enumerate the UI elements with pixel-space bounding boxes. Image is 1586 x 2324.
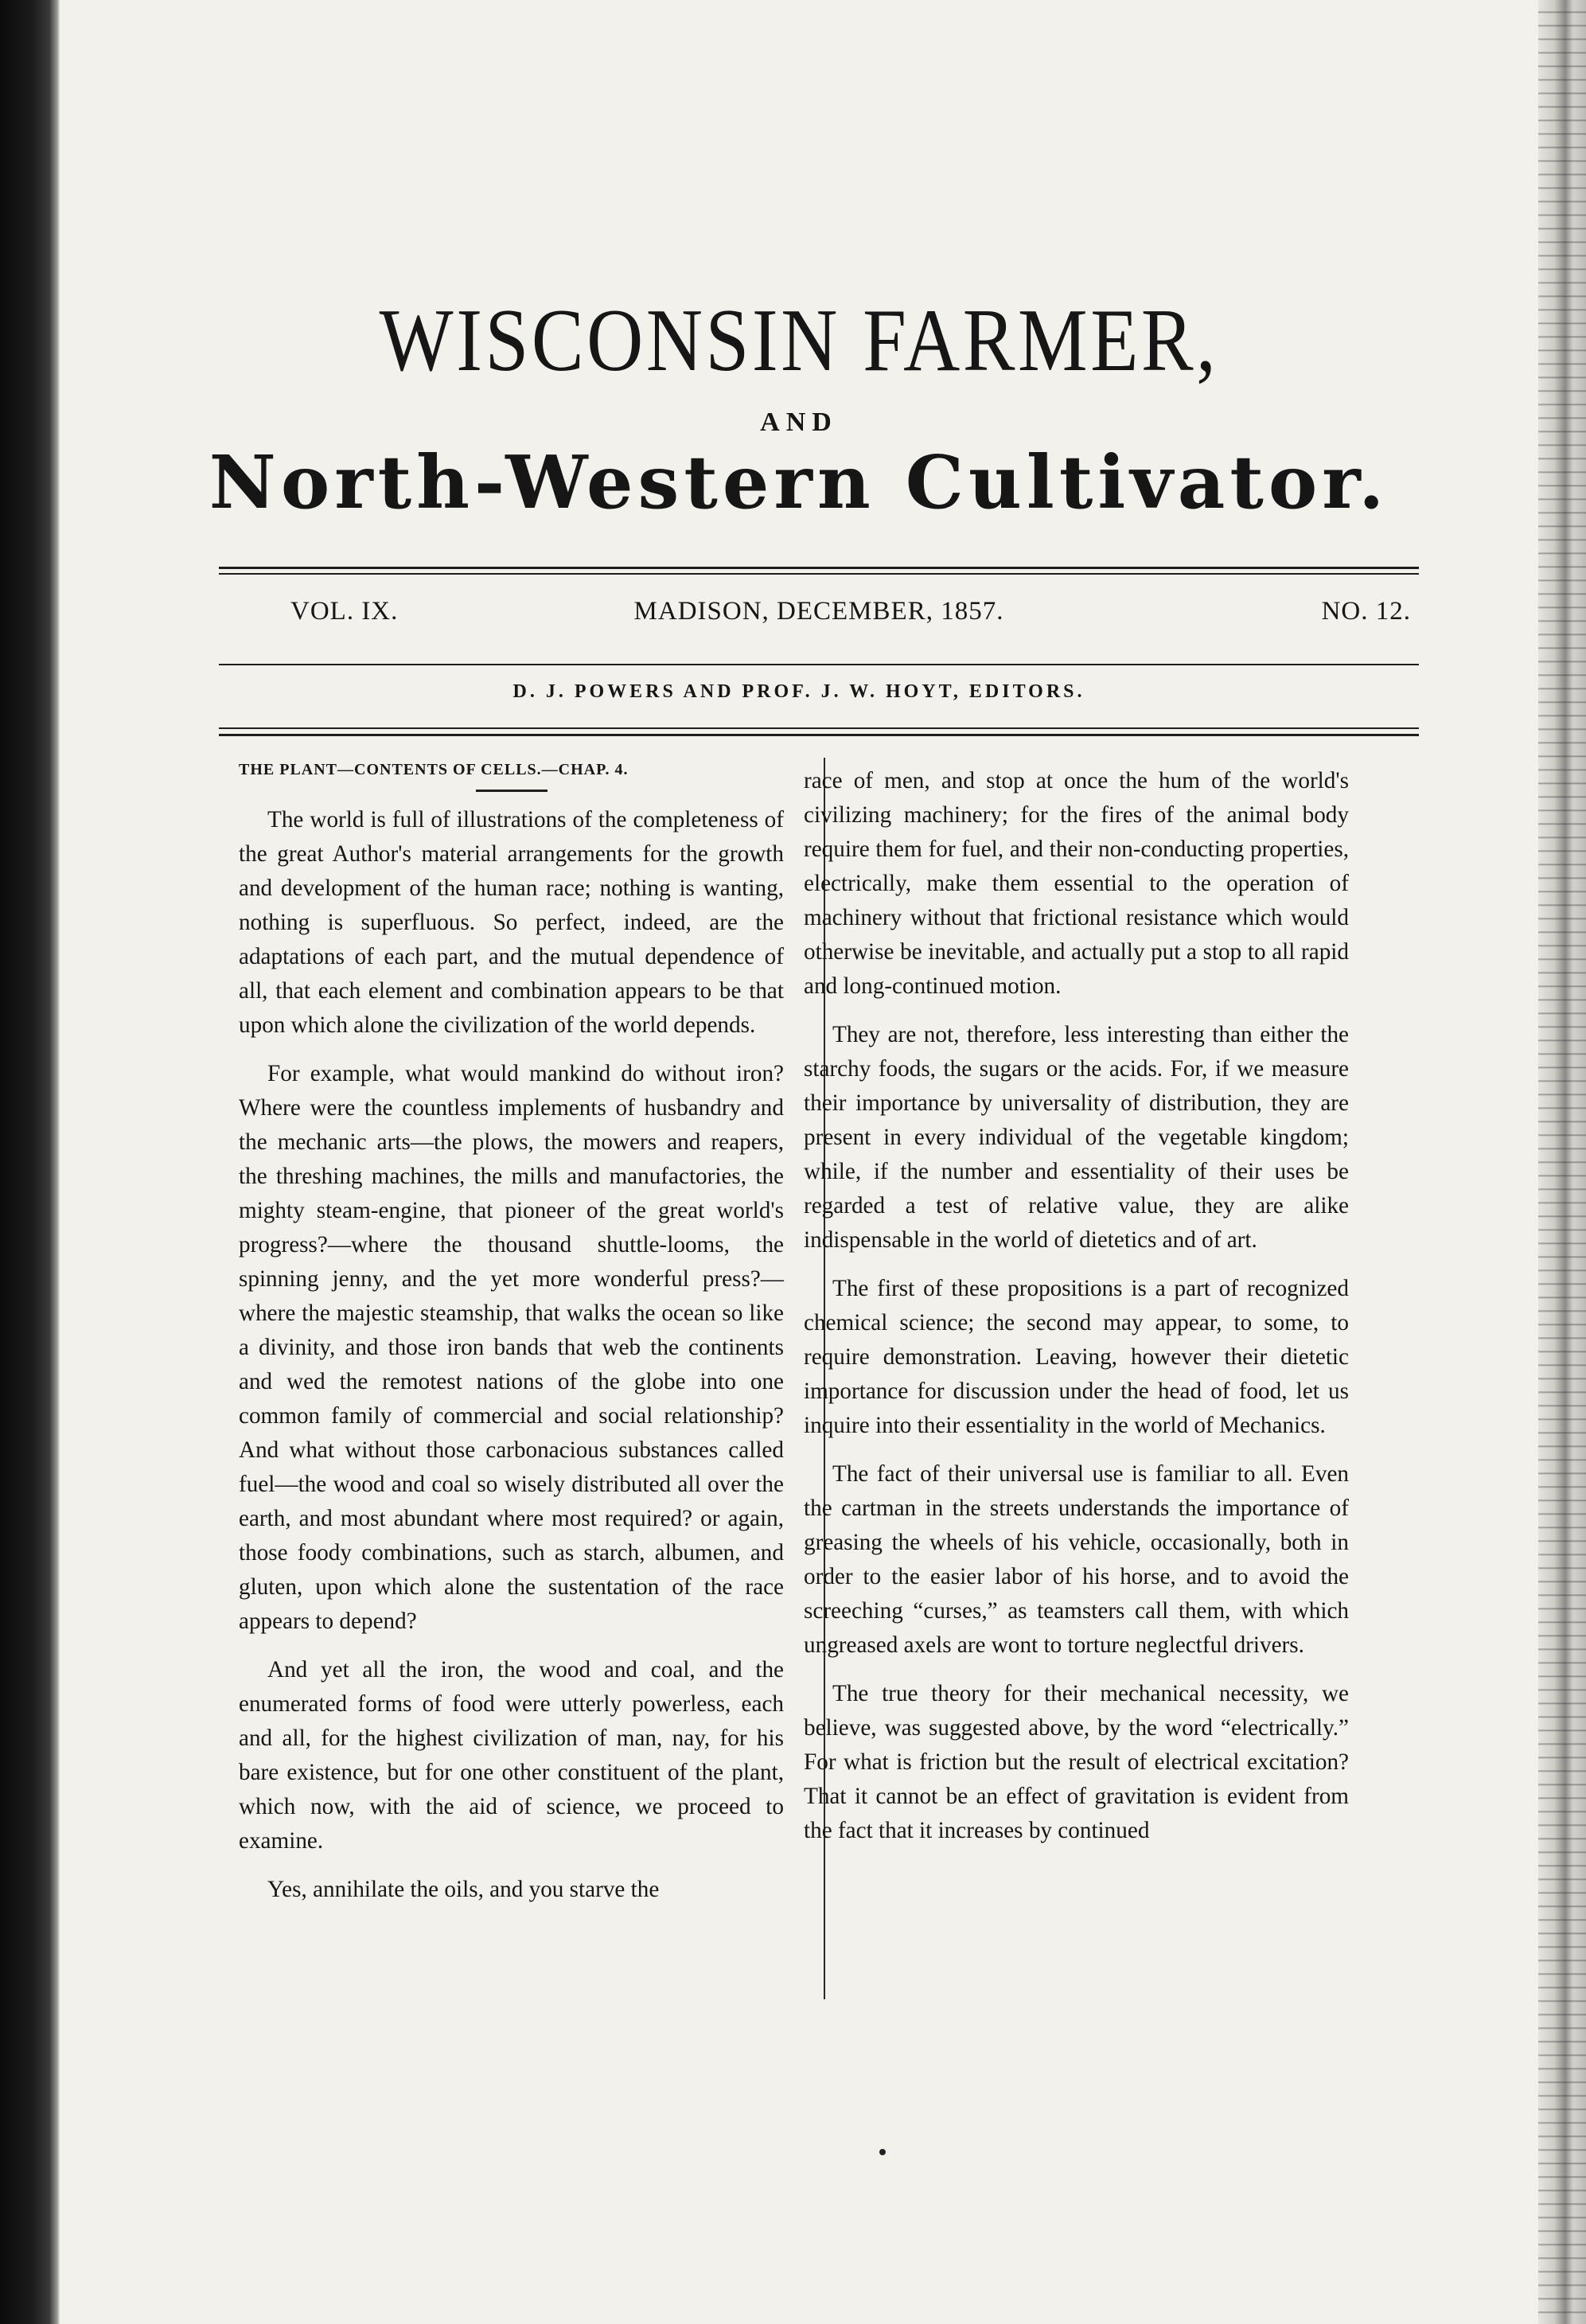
editors-line: D. J. POWERS AND PROF. J. W. HOYT, EDITORS.: [512, 681, 1085, 702]
page-edge: [1538, 0, 1586, 2324]
issue-rule: [219, 664, 1419, 665]
masthead-title: WISCONSIN FARMER,: [379, 291, 1219, 390]
paragraph: The first of these propositions is a part of recognized chemical science; the second may appear, to some, to require demonstration. Leaving, however their dietetic importance for discussion under the head of food, let us inquire into their essentiality in the world of Mechanics.: [804, 1276, 1349, 1438]
paragraph: And yet all the iron, the wood and coal, and the enumerated forms of food were utterly powerless, each and all, for the highest civilization of man, nay, for his bare existence, but for one other constituent of the plant, which now, with the aid of science, we proceed to examine.: [239, 1657, 784, 1854]
book-spine-shadow: [0, 0, 60, 2324]
article-heading: THE PLANT—CONTENTS OF CELLS.—CHAP. 4.: [239, 761, 629, 778]
page-mark: [879, 2149, 886, 2155]
left-column: [239, 758, 784, 1921]
editors-rule-upper: [219, 727, 1419, 729]
masthead-and: AND: [760, 407, 838, 437]
top-rule: [219, 567, 1419, 569]
top-rule-inner: [219, 573, 1419, 575]
place-date: MADISON, DECEMBER, 1857.: [633, 597, 1004, 626]
editors-rule-lower: [219, 734, 1419, 736]
volume-number: VOL. IX.: [290, 597, 399, 626]
magazine-page: [60, 0, 1538, 2324]
paragraph: The fact of their universal use is familiar to all. Even the cartman in the streets understands the importance of greasing the wheels of his vehicle, occasionally, both in order to the easier labor of his horse, and to avoid the screeching “curses,” as teamsters call them, with which ungreased axels are wont to torture neglectful drivers.: [804, 1461, 1349, 1658]
paragraph: The true theory for their mechanical necessity, we believe, was suggested above, by the word “electrically.” For what is friction but the result of electrical excitation? That it cannot be an effect of gravitation is evident from the fact that it increases by continued: [804, 1681, 1349, 1843]
heading-rule: [476, 790, 548, 792]
issue-number: NO. 12.: [1321, 597, 1411, 626]
paragraph: They are not, therefore, less interesting than either the starchy foods, the sugars or the acids. For, if we measure their importance by universality of distribution, they are present in every individual of the vegetable kingdom; while, if the number and essentiality of their uses be regarded a test of relative value, they are alike indispensable in the world of dietetics and of art.: [804, 1022, 1349, 1253]
paragraph: The world is full of illustrations of the completeness of the great Author's material arrangements for the growth and development of the human race; nothing is wanting, nothing is superfluous. So perfect, indeed, are the adaptations of each part, and the mutual dependence of all, that each element and combination appears to be that upon which alone the civilization of the world depends.: [239, 807, 784, 1038]
right-column: [804, 764, 1349, 1862]
paragraph: Yes, annihilate the oils, and you starve the: [267, 1877, 660, 1902]
paragraph: race of men, and stop at once the hum of the world's civilizing machinery; for the fires of the animal body require them for fuel, and their non-conducting properties, electrically, make them essential to the operation of machinery without that frictional resistance which would otherwise be inevitable, and actually put a stop to all rapid and long-continued motion.: [804, 768, 1349, 999]
masthead-subtitle: North-Western Cultivator.: [208, 439, 1389, 525]
issue-line: [219, 597, 1419, 629]
paragraph: For example, what would mankind do without iron? Where were the countless implements of husbandry and the mechanic arts—the plows, the mowers and reapers, the threshing machines, the mills and manufactories, the mighty steam-engine, that pioneer of the great world's progress?—where the thousand shuttle-looms, the spinning jenny, and the yet more wonderful press?—where the majestic steamship, that walks the ocean so like a divinity, and those iron bands that web the continents and wed the remotest nations of the globe into one common family of commercial and social relationship? And what without those carbonacious substances called fuel—the wood and coal so wisely distributed all over the earth, and most abundant where most required? or again, those foody combinations, such as starch, albumen, and gluten, upon which alone the sustentation of the race appears to depend?: [239, 1061, 784, 1634]
